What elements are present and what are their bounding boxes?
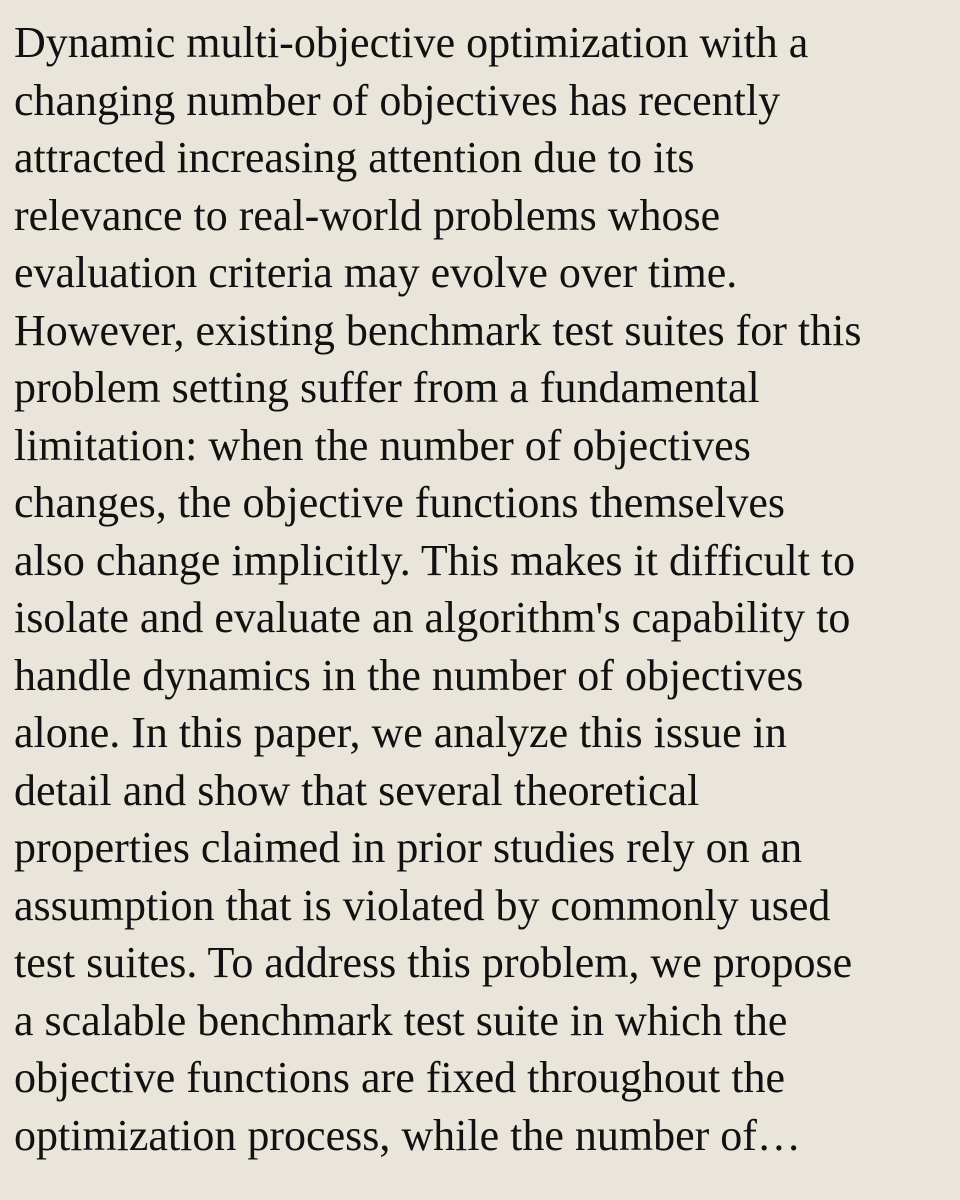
text-line: evaluation criteria may evolve over time. [14, 248, 738, 297]
text-line: problem setting suffer from a fundamental [14, 363, 760, 412]
text-line: attracted increasing attention due to its [14, 133, 695, 182]
text-line: handle dynamics in the number of objectives [14, 650, 804, 700]
text-line: assumption that is violated by commonly used [14, 880, 831, 930]
text-line: alone. In this paper, we analyze this issue in [14, 708, 787, 757]
text-line: optimization process, while the number of… [14, 1110, 801, 1160]
text-line: limitation: when the number of objectives [14, 420, 751, 470]
text-line: relevance to real-world problems whose [14, 190, 721, 240]
text-line: changes, the objective functions themselves [14, 478, 785, 527]
text-line: a scalable benchmark test suite in which the [14, 995, 788, 1045]
text-line: detail and show that several theoretical [14, 765, 700, 815]
text-line: changing number of objectives has recently [14, 75, 781, 125]
text-line: properties claimed in prior studies rely on an [14, 823, 803, 872]
text-line: isolate and evaluate an algorithm's capability to [14, 593, 851, 642]
text-line: test suites. To address this problem, we propose [14, 938, 853, 987]
text-line: also change implicitly. This makes it difficult to [14, 535, 856, 585]
text-line: Dynamic multi-objective optimization with a [14, 18, 809, 67]
abstract-paragraph [14, 14, 960, 1164]
text-line: However, existing benchmark test suites for this [14, 305, 862, 355]
text-line: objective functions are fixed throughout the [14, 1053, 785, 1102]
